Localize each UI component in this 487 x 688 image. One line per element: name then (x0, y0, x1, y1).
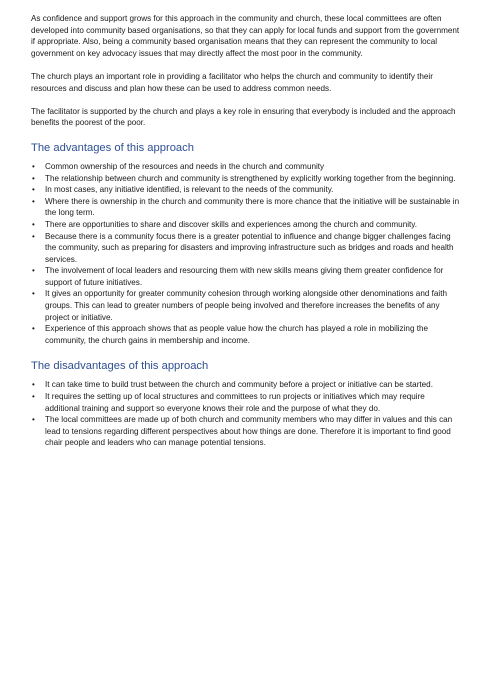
bullet-icon: • (32, 219, 35, 229)
list-item (31, 219, 461, 231)
bullet-icon: • (32, 231, 35, 241)
bullet-icon: • (32, 185, 35, 195)
bullet-icon: • (32, 415, 35, 425)
bullet-icon: • (32, 324, 35, 334)
list-item (31, 231, 461, 266)
list-item-text: Common ownership of the resources and needs in the church and community (45, 161, 325, 171)
list-item-text: There are opportunities to share and discover skills and experiences among the church and community. (45, 219, 417, 229)
bullet-icon: • (32, 380, 35, 390)
list-item-text: In most cases, any initiative identified, is relevant to the needs of the community. (45, 185, 334, 195)
list-item (31, 173, 461, 185)
bullet-icon: • (32, 289, 35, 299)
list-item (31, 184, 461, 196)
intro-paragraph-2: The church plays an important role in providing a facilitator who helps the church and community to identify their resources and discuss and plan how these can be used to address common needs. (31, 71, 433, 93)
list-item (31, 323, 461, 346)
list-item-text: Experience of this approach shows that as people value how the church has played a role in mobilizing the community, the church gains in membership and income. (45, 324, 429, 345)
list-item-text: It gives an opportunity for greater community cohesion through working alongside other denominations and faith groups. This can lead to greater numbers of people being involved and therefore increases the benefits of any project or initiative. (45, 289, 447, 322)
list-item (31, 196, 461, 219)
disadvantages-list (31, 379, 461, 449)
list-item-text: The involvement of local leaders and resourcing them with new skills means giving them greater confidence for support of future initiatives. (45, 266, 444, 287)
advantages-heading: The advantages of this approach (31, 141, 194, 154)
bullet-icon: • (32, 161, 35, 171)
list-item (31, 414, 461, 449)
list-item-text: It can take time to build trust between the church and community before a project or initiative can be started. (45, 380, 433, 390)
intro-paragraph-1: As confidence and support grows for this approach in the community and church, these local committees are often developed into community based organisations, so that they can apply for local funds and support from the government if appropriate. Also, being a community based organisation means that they can represent the community to local government on key advocacy issues that may directly affect the most poor in the community. (31, 14, 460, 58)
list-item-text: Where there is ownership in the church and community there is more chance that the initiative will be sustainable in the long term. (45, 196, 460, 218)
list-item-text: Because there is a community focus there is a greater potential to influence and change bigger challenges facing the community, such as preparing for disasters and improving infrastructure such as bridges and roads and health services. (45, 231, 454, 264)
document-body (31, 13, 461, 449)
bullet-icon: • (32, 196, 35, 206)
list-item-text: The local committees are made up of both church and community members who may differ in values and this can lead to tensions regarding different perspectives about how things are done. Therefore it is important to find good chair people and leaders who can manage potential tensions. (45, 415, 453, 448)
list-item (31, 379, 461, 391)
list-item-text: It requires the setting up of local structures and committees to run projects or initiatives which may require additional training and support so everyone knows their role and the purpose of what they do. (45, 392, 425, 413)
list-item (31, 391, 461, 414)
list-item-text: The relationship between church and community is strengthened by explicitly working together from the beginning. (45, 173, 456, 183)
list-item (31, 288, 461, 323)
bullet-icon: • (32, 392, 35, 402)
advantages-list (31, 161, 461, 347)
intro-paragraph-3: The facilitator is supported by the church and plays a key role in ensuring that everybody is included and the approach benefits the poorest of the poor. (31, 106, 456, 128)
bullet-icon: • (32, 173, 35, 183)
list-item (31, 265, 461, 288)
list-item (31, 161, 461, 173)
disadvantages-heading: The disadvantages of this approach (31, 360, 209, 373)
bullet-icon: • (32, 266, 35, 276)
